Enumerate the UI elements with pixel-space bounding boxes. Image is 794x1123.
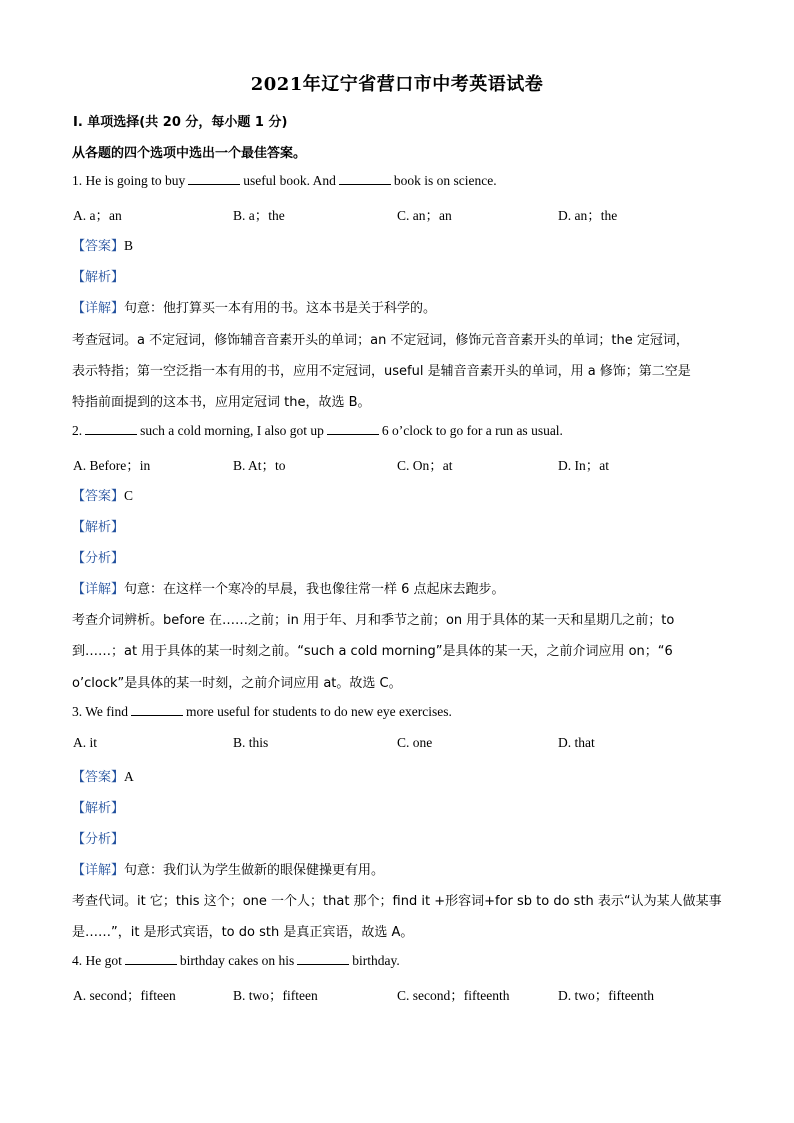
- question-1-stem: 1. He is going to buy useful book. And book is on science.: [72, 173, 497, 188]
- q1-detail: 【详解】句意：他打算买一本有用的书。这本书是关于科学的。: [72, 301, 437, 316]
- question-3-stem: 3. We find more useful for students to do new eye exercises.: [72, 704, 452, 719]
- q2-option-c: C. On；at: [397, 458, 453, 473]
- q2-fenxi-label: 【分析】: [72, 551, 125, 566]
- blank: [297, 954, 349, 965]
- q2-detail: 【详解】句意：在这样一个寒冷的早晨，我也像往常一样 6 点起床去跑步。: [72, 582, 505, 597]
- q2-option-a: A. Before；in: [73, 458, 151, 473]
- q4-option-a: A. second；fifteen: [73, 988, 176, 1003]
- q3-answer: 【答案】A: [72, 769, 134, 785]
- blank: [125, 954, 177, 965]
- q2-explain-line: o’clock”是具体的某一时刻，之前介词应用 at。故选 C。: [72, 676, 402, 691]
- q3-detail: 【详解】句意：我们认为学生做新的眼保健操更有用。: [72, 863, 385, 878]
- section-instruction: 从各题的四个选项中选出一个最佳答案。: [72, 146, 307, 161]
- blank: [339, 174, 391, 185]
- q3-explain-line: 考查代词。it 它；this 这个；one 一个人；that 那个；find it +形容词+for sb to do sth 表示“认为某人做某事: [72, 894, 722, 909]
- q4-option-c: C. second；fifteenth: [397, 988, 510, 1003]
- blank: [85, 424, 137, 435]
- q1-option-c: C. an；an: [397, 208, 452, 223]
- q3-option-d: D. that: [558, 735, 595, 750]
- q2-explain-line: 到……；at 用于具体的某一时刻之前。“such a cold morning”是具体的某一天，之前介词应用 on；“6: [72, 644, 673, 659]
- q3-option-a: A. it: [73, 735, 98, 750]
- q2-answer: 【答案】C: [72, 488, 134, 504]
- blank: [188, 174, 240, 185]
- q1-option-b: B. a；the: [233, 208, 285, 223]
- blank: [327, 424, 379, 435]
- q4-option-d: D. two；fifteenth: [558, 988, 654, 1003]
- q1-option-a: A. a；an: [73, 208, 122, 223]
- blank: [131, 705, 183, 716]
- q3-fenxi-label: 【分析】: [72, 832, 125, 847]
- question-2-stem: 2. such a cold morning, I also got up 6 o’clock to go for a run as usual.: [72, 423, 563, 438]
- q2-option-b: B. At；to: [233, 458, 286, 473]
- q1-analysis-label: 【解析】: [72, 270, 125, 285]
- q1-explain-line: 表示特指；第一空泛指一本有用的书，应用不定冠词，useful 是辅音音素开头的单词，用 a 修饰；第二空是: [72, 364, 691, 379]
- q1-option-d: D. an；the: [558, 208, 618, 223]
- q4-option-b: B. two；fifteen: [233, 988, 318, 1003]
- q1-answer: 【答案】B: [72, 238, 134, 254]
- q3-analysis-label: 【解析】: [72, 801, 125, 816]
- q1-explain-line: 考查冠词。a 不定冠词，修饰辅音音素开头的单词；an 不定冠词，修饰元音音素开头的单词；the 定冠词，: [72, 333, 689, 348]
- q3-option-b: B. this: [233, 735, 269, 750]
- question-4-stem: 4. He got birthday cakes on his birthday.: [72, 953, 400, 968]
- section-heading: Ⅰ. 单项选择(共 20 分，每小题 1 分): [73, 115, 288, 130]
- q3-option-c: C. one: [397, 735, 433, 750]
- q3-explain-line: 是……”，it 是形式宾语，to do sth 是真正宾语，故选 A。: [72, 925, 414, 940]
- q1-explain-line: 特指前面提到的这本书，应用定冠词 the，故选 B。: [72, 395, 371, 410]
- q2-option-d: D. In；at: [558, 458, 609, 473]
- page-title: 2021年辽宁省营口市中考英语试卷: [250, 74, 544, 95]
- q2-explain-line: 考查介词辨析。before 在……之前；in 用于年、月和季节之前；on 用于具体的某一天和星期几之前；to: [72, 613, 675, 628]
- q2-analysis-label: 【解析】: [72, 520, 125, 535]
